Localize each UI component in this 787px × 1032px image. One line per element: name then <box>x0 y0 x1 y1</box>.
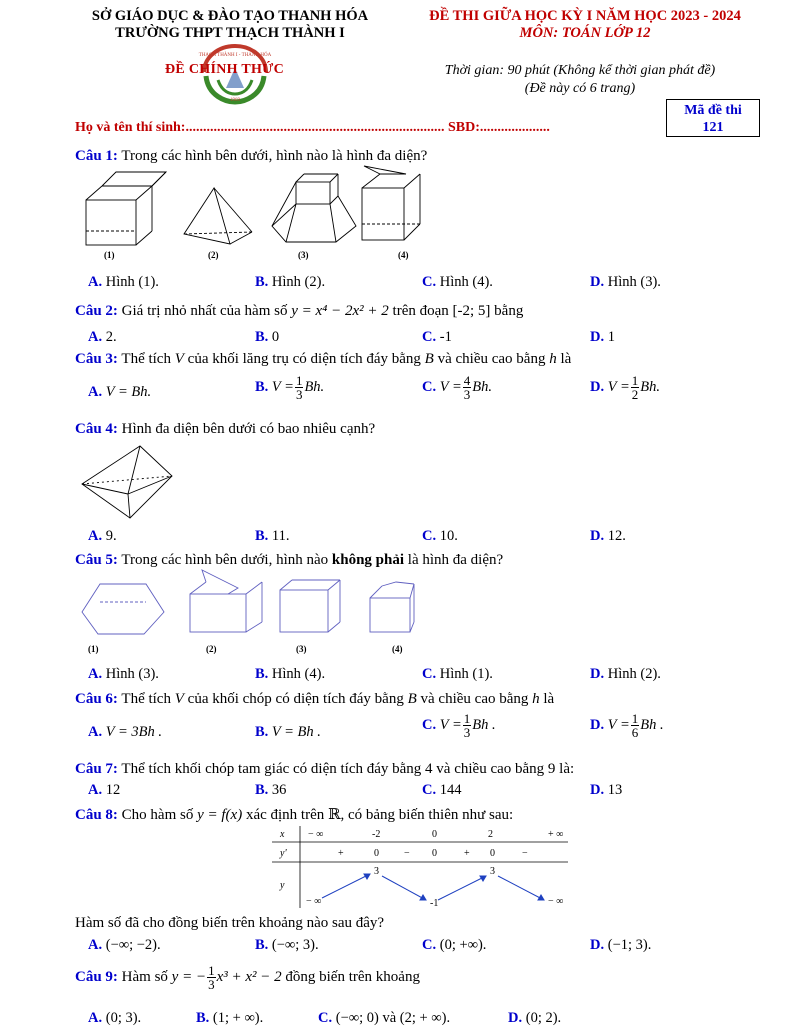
fig-label-4: (4) <box>398 250 409 260</box>
header-right <box>400 8 770 42</box>
option-text: (−1; 3). <box>607 937 652 953</box>
option-text: (−∞; 0) <box>335 1010 379 1026</box>
page-count: (Đề này có 6 trang) <box>524 81 636 96</box>
question-text: của khối lăng trụ có diện tích đáy bằng <box>187 351 421 367</box>
math-var: V <box>174 351 184 367</box>
option-label: C. <box>422 716 437 733</box>
q2-option-a[interactable] <box>88 329 117 346</box>
option-text: (−∞; 3). <box>271 937 319 953</box>
option-text: V = <box>439 378 462 395</box>
table-dy-zero: 0 <box>374 848 379 859</box>
q9-option-a[interactable] <box>88 1010 141 1027</box>
math-var: B <box>407 691 417 707</box>
question-text: đồng biến trên khoảng <box>285 968 420 985</box>
denominator: 3 <box>295 387 303 402</box>
table-x-value: + ∞ <box>548 829 564 840</box>
table-dy-zero: 0 <box>490 848 495 859</box>
question-text: Hình đa diện bên dưới có bao nhiêu cạnh? <box>121 421 376 437</box>
option-text: Bh. <box>640 378 660 395</box>
numerator: 1 <box>631 373 639 388</box>
option-text: 13 <box>607 782 623 798</box>
question-label: Câu 3: <box>75 351 118 367</box>
exam-code-box <box>666 99 760 137</box>
option-label: D. <box>590 666 605 682</box>
option-label: D. <box>508 1010 523 1026</box>
header-left <box>40 8 420 42</box>
q1-option-c[interactable] <box>422 274 493 291</box>
q3-option-c[interactable] <box>422 374 492 401</box>
q8-option-d[interactable] <box>590 937 651 954</box>
q9-option-c[interactable] <box>318 1010 450 1027</box>
q5-option-a[interactable] <box>88 666 159 683</box>
option-text: V = <box>271 378 294 395</box>
option-label: B. <box>255 528 269 544</box>
variation-arrows <box>322 874 544 900</box>
q2-option-b[interactable] <box>255 329 279 346</box>
logo-year: 1969 <box>230 98 240 103</box>
question-label: Câu 4: <box>75 421 118 437</box>
option-label: C. <box>422 329 437 345</box>
option-text: Bh. <box>304 378 325 395</box>
denominator: 3 <box>208 977 215 992</box>
math-var: h <box>532 691 540 707</box>
option-text: V = 3Bh . <box>105 724 162 740</box>
question-text: Trong các hình bên dưới, hình nào là hình đa diện? <box>121 148 428 164</box>
option-text: 12. <box>607 528 626 544</box>
option-label: C. <box>422 378 437 395</box>
option-text: 10. <box>439 528 458 544</box>
table-dy-label: y' <box>280 848 287 859</box>
option-label: A. <box>88 782 103 798</box>
question-7 <box>75 760 574 778</box>
math-var: h <box>549 351 557 367</box>
question-text: Thể tích khối chóp tam giác có diện tích đáy bằng 4 và chiều cao bằng 9 là: <box>121 761 575 777</box>
q4-option-c[interactable] <box>422 528 458 545</box>
table-y-label: y <box>280 880 285 891</box>
fraction <box>631 374 640 401</box>
option-text: (−∞; −2). <box>105 937 161 953</box>
question-text: Giá trị nhỏ nhất của hàm số <box>121 303 288 319</box>
math-var: V <box>174 691 184 707</box>
question-label: Câu 8: <box>75 807 118 823</box>
option-text: 2. <box>105 329 117 345</box>
question-label: Câu 2: <box>75 303 118 319</box>
question-text: và chiều cao bằng <box>437 351 546 367</box>
option-label: A. <box>88 384 103 400</box>
fraction <box>463 374 472 401</box>
q4-option-d[interactable] <box>590 528 626 545</box>
option-label: A. <box>88 724 103 740</box>
option-label: D. <box>590 528 605 544</box>
question-text: và chiều cao bằng <box>420 691 529 707</box>
option-text: 12 <box>105 782 121 798</box>
option-text: V = Bh . <box>271 724 321 740</box>
denominator: 2 <box>631 387 639 402</box>
table-y-value: -1 <box>430 898 439 909</box>
option-text: 36 <box>271 782 287 798</box>
option-label: D. <box>590 782 605 798</box>
option-label: B. <box>255 724 269 740</box>
q6-option-a[interactable] <box>88 724 162 741</box>
option-text: V = Bh. <box>105 384 152 400</box>
table-y-value: 3 <box>490 866 495 877</box>
q8-option-a[interactable] <box>88 937 161 954</box>
fig-label-2: (2) <box>206 644 217 654</box>
option-text: (1; + ∞). <box>212 1010 264 1026</box>
q5-option-b[interactable] <box>255 666 325 683</box>
official-label: ĐỀ CHÍNH THỨC <box>165 62 285 77</box>
fig-label-2: (2) <box>208 250 219 260</box>
option-label: A. <box>88 528 103 544</box>
fig-label-3: (3) <box>296 644 307 654</box>
denominator: 6 <box>631 725 639 740</box>
math-function: y = x⁴ − 2x² + 2 <box>291 303 389 319</box>
question-4 <box>75 420 375 438</box>
fraction <box>207 964 216 991</box>
numerator: 1 <box>295 373 303 388</box>
option-label: B. <box>255 666 269 682</box>
q8-option-b[interactable] <box>255 937 319 954</box>
q8-question: Hàm số đã cho đồng biến trên khoảng nào sau đây? <box>75 915 385 931</box>
option-label: B. <box>255 274 269 290</box>
question-text: là <box>543 691 555 707</box>
question-text: Thể tích <box>121 351 171 367</box>
option-text: 1 <box>607 329 615 345</box>
option-label: A. <box>88 1010 103 1026</box>
question-text: Thể tích <box>121 691 171 707</box>
exam-code-value: 121 <box>702 120 724 135</box>
table-dy-sign: + <box>464 848 470 859</box>
question-label: Câu 5: <box>75 552 118 568</box>
numerator: 4 <box>463 373 471 388</box>
question-5 <box>75 551 503 569</box>
question-text: Cho hàm số <box>121 807 194 823</box>
variation-table <box>272 826 572 908</box>
question-6 <box>75 690 554 708</box>
option-text: (0; +∞). <box>439 937 487 953</box>
table-y-value: − ∞ <box>548 896 564 907</box>
option-text: 144 <box>439 782 462 798</box>
question-text: Trong các hình bên dưới, hình nào <box>121 552 329 568</box>
option-label: B. <box>255 937 269 953</box>
option-text: V = <box>439 716 462 733</box>
q3-option-b[interactable] <box>255 374 324 401</box>
table-x-label: x <box>280 829 285 840</box>
option-label: D. <box>590 329 605 345</box>
exam-code-label: Mã đề thi <box>684 103 742 118</box>
question-2 <box>75 302 523 320</box>
q3-option-a[interactable] <box>88 384 151 401</box>
question-text: là hình đa diện? <box>407 552 504 568</box>
subject: MÔN: TOÁN LỚP 12 <box>519 25 651 41</box>
question-text: là <box>560 351 572 367</box>
option-label: C. <box>422 528 437 544</box>
figure-3 <box>280 580 340 632</box>
figure-2 <box>190 570 262 632</box>
option-label: C. <box>422 666 437 682</box>
math-domain: ℝ <box>328 807 341 823</box>
q9-option-d[interactable] <box>508 1010 561 1027</box>
school-name: TRƯỜNG THPT THẠCH THÀNH I <box>115 25 345 41</box>
question-label: Câu 1: <box>75 148 118 164</box>
option-text: (2; + ∞). <box>399 1010 451 1026</box>
q6-option-b[interactable] <box>255 724 321 741</box>
denominator: 3 <box>463 725 471 740</box>
question-label: Câu 6: <box>75 691 118 707</box>
option-label: B. <box>255 782 269 798</box>
q7-option-a[interactable] <box>88 782 120 799</box>
option-label: D. <box>590 274 605 290</box>
table-y-value: 3 <box>374 866 379 877</box>
figure-2 <box>184 188 252 244</box>
fig-label-4: (4) <box>392 644 403 654</box>
fraction <box>631 712 640 739</box>
option-text: V = <box>607 378 630 395</box>
option-text: Bh. <box>472 378 492 395</box>
numerator: 1 <box>208 963 215 978</box>
question-text: Hàm số <box>121 968 168 985</box>
question-9 <box>75 964 420 991</box>
q5-option-c[interactable] <box>422 666 493 683</box>
q9-option-b[interactable] <box>196 1010 263 1027</box>
option-text: 0 <box>271 329 280 345</box>
denominator: 3 <box>463 387 471 402</box>
time-text: Thời gian: 90 phút (Không kể thời gian phát đề) <box>444 63 716 78</box>
q1-option-b[interactable] <box>255 274 325 291</box>
q8-option-c[interactable] <box>422 937 486 954</box>
option-text: Bh . <box>640 716 664 733</box>
q6-option-d[interactable] <box>590 712 664 739</box>
option-label: A. <box>88 937 103 953</box>
math-function: y = − <box>171 968 207 985</box>
q5-figures <box>78 572 418 652</box>
question-text: bằng <box>494 303 524 319</box>
question-3 <box>75 350 571 368</box>
option-text: 11. <box>271 528 290 544</box>
exam-title: ĐỀ THI GIỮA HỌC KỲ I NĂM HỌC 2023 - 2024 <box>429 8 741 24</box>
option-text: Hình (1). <box>439 666 493 682</box>
option-label: B. <box>255 329 269 345</box>
option-text: Bh . <box>472 716 496 733</box>
option-label: B. <box>255 378 269 395</box>
question-label: Câu 9: <box>75 968 118 985</box>
option-label: A. <box>88 666 103 682</box>
table-x-value: 2 <box>488 829 493 840</box>
table-x-value: 0 <box>432 829 437 840</box>
option-label: D. <box>590 378 605 395</box>
option-label: A. <box>88 274 103 290</box>
q7-option-d[interactable] <box>590 782 622 799</box>
q2-option-d[interactable] <box>590 329 615 346</box>
option-text: Hình (1). <box>105 274 159 290</box>
table-dy-zero: 0 <box>432 848 437 859</box>
question-text: trên đoạn <box>392 303 449 319</box>
table-dy-sign: − <box>522 848 528 859</box>
q5-option-d[interactable] <box>590 666 661 683</box>
option-label: C. <box>318 1010 333 1026</box>
figure-1 <box>82 584 164 634</box>
question-emphasis: không phải <box>331 552 405 568</box>
q7-option-c[interactable] <box>422 782 461 799</box>
option-text: Hình (3). <box>607 274 661 290</box>
option-text: Hình (2). <box>271 274 326 290</box>
option-text: -1 <box>439 329 452 345</box>
option-connector: và <box>382 1010 397 1026</box>
q1-figures <box>80 168 440 258</box>
question-8 <box>75 806 513 824</box>
q2-option-c[interactable] <box>422 329 452 346</box>
math-function: y = f(x) <box>197 807 243 823</box>
option-text: Hình (4). <box>439 274 493 290</box>
q3-option-d[interactable] <box>590 374 660 401</box>
option-text: (0; 2). <box>525 1010 562 1026</box>
figure-4 <box>362 166 420 240</box>
option-label: A. <box>88 329 103 345</box>
option-label: B. <box>196 1010 210 1026</box>
table-x-value: -2 <box>372 829 381 840</box>
figure-4 <box>370 582 414 632</box>
q4-option-a[interactable] <box>88 528 117 545</box>
math-interval: [-2; 5] <box>452 303 491 319</box>
q4-figure <box>80 442 180 522</box>
option-text: 9. <box>105 528 117 544</box>
table-y-value: − ∞ <box>306 896 322 907</box>
numerator: 1 <box>631 711 639 726</box>
option-text: Hình (2). <box>607 666 661 682</box>
option-label: C. <box>422 937 437 953</box>
table-dy-sign: − <box>404 848 410 859</box>
table-dy-sign: + <box>338 848 344 859</box>
option-text: V = <box>607 716 630 733</box>
table-x-value: − ∞ <box>308 829 324 840</box>
option-label: C. <box>422 782 437 798</box>
math-function: x³ + x² − 2 <box>216 968 282 985</box>
q4-option-b[interactable] <box>255 528 290 545</box>
fig-label-3: (3) <box>298 250 309 260</box>
exam-time <box>420 62 740 98</box>
q1-option-a[interactable] <box>88 274 159 291</box>
question-label: Câu 7: <box>75 761 118 777</box>
fig-label-1: (1) <box>88 644 99 654</box>
fraction <box>295 374 304 401</box>
q1-option-d[interactable] <box>590 274 661 291</box>
q7-option-b[interactable] <box>255 782 286 799</box>
figure-1 <box>86 172 166 245</box>
student-info-line: Họ và tên thí sinh:.......................................................................... SBD:.................... <box>75 120 550 135</box>
fig-label-1: (1) <box>104 250 115 260</box>
q6-option-c[interactable] <box>422 712 496 739</box>
option-label: C. <box>422 274 437 290</box>
option-text: (0; 3). <box>105 1010 142 1026</box>
figure-3 <box>272 174 356 242</box>
question-text: , có bảng biến thiên như sau: <box>340 807 514 823</box>
option-text: Hình (3). <box>105 666 159 682</box>
option-label: D. <box>590 716 605 733</box>
option-label: D. <box>590 937 605 953</box>
option-text: Hình (4). <box>271 666 326 682</box>
logo-text: THẠCH THÀNH I - THANH HÓA <box>198 53 272 58</box>
math-var: B <box>424 351 434 367</box>
department: SỞ GIÁO DỤC & ĐÀO TẠO THANH HÓA <box>91 8 369 24</box>
question-text: của khối chóp có diện tích đáy bằng <box>187 691 404 707</box>
numerator: 1 <box>463 711 471 726</box>
fraction <box>463 712 472 739</box>
question-1 <box>75 147 427 165</box>
question-text: xác định trên <box>245 807 325 823</box>
